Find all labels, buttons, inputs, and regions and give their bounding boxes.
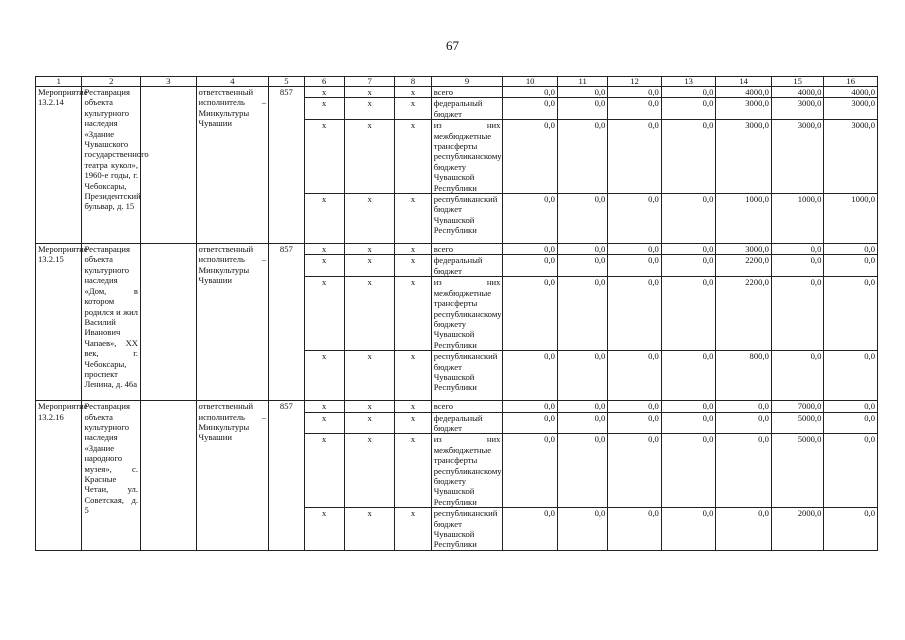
column-number: 2 [82, 77, 141, 87]
column-number: 15 [771, 77, 823, 87]
value-cell: 0,0 [661, 434, 716, 508]
budget-table [35, 76, 878, 551]
x-cell: x [344, 98, 394, 120]
column-number: 5 [269, 77, 304, 87]
column-number: 3 [140, 77, 196, 87]
value-cell: 0,0 [557, 434, 607, 508]
executor-cell: ответственный исполнитель – Минкультуры Чувашии [196, 87, 269, 244]
object-cell: Реставрация объекта культурного наследия «Дом, в котором родился и жил Василий Иванович Чапаев», XX век, г. Чебоксары, проспект Ленина, д. 46а [82, 244, 141, 401]
empty-cell [140, 401, 196, 551]
value-cell: 0,0 [608, 434, 662, 508]
column-number: 4 [196, 77, 269, 87]
measure-cell: Мероприятие 13.2.14 [36, 87, 82, 244]
value-cell: 0,0 [608, 255, 662, 277]
source-cell: из них межбюджетные трансферты республиканскому бюджету Чувашской Республики [431, 120, 503, 194]
column-number: 13 [661, 77, 716, 87]
value-cell: 0,0 [661, 87, 716, 98]
value-cell: 0,0 [557, 255, 607, 277]
value-cell: 0,0 [661, 412, 716, 434]
column-number: 6 [304, 77, 344, 87]
value-cell: 0,0 [503, 194, 558, 244]
value-cell: 0,0 [503, 244, 558, 255]
value-cell: 0,0 [661, 244, 716, 255]
value-cell: 2000,0 [771, 508, 823, 551]
x-cell: x [304, 194, 344, 244]
value-cell: 3000,0 [824, 98, 878, 120]
x-cell: x [344, 508, 394, 551]
value-cell: 0,0 [608, 508, 662, 551]
source-cell: республиканский бюджет Чувашской Республики [431, 508, 503, 551]
value-cell: 0,0 [608, 244, 662, 255]
column-number: 14 [716, 77, 772, 87]
column-number: 12 [608, 77, 662, 87]
value-cell: 0,0 [661, 508, 716, 551]
value-cell: 0,0 [503, 98, 558, 120]
column-number: 9 [431, 77, 503, 87]
value-cell: 0,0 [716, 401, 772, 412]
x-cell: x [395, 120, 431, 194]
value-cell: 0,0 [557, 412, 607, 434]
object-cell: Реставрация объекта культурного наследия «Здание Чувашского государственного театра кукол», 1960-е годы, г. Чебоксары, Президентский бульвар, д. 15 [82, 87, 141, 244]
measure-cell: Мероприятие 13.2.16 [36, 401, 82, 551]
value-cell: 0,0 [716, 412, 772, 434]
value-cell: 0,0 [503, 277, 558, 351]
value-cell: 0,0 [824, 401, 878, 412]
x-cell: x [344, 351, 394, 401]
value-cell: 3000,0 [716, 244, 772, 255]
x-cell: x [395, 401, 431, 412]
source-cell: федеральный бюджет [431, 98, 503, 120]
x-cell: x [304, 255, 344, 277]
source-cell: республиканский бюджет Чувашской Республики [431, 351, 503, 401]
value-cell: 2200,0 [716, 255, 772, 277]
value-cell: 2200,0 [716, 277, 772, 351]
x-cell: x [395, 277, 431, 351]
value-cell: 0,0 [503, 255, 558, 277]
value-cell: 0,0 [661, 98, 716, 120]
x-cell: x [344, 255, 394, 277]
object-cell: Реставрация объекта культурного наследия «Здание народного музея», с. Красные Четаи, ул. Советская, д. 5 [82, 401, 141, 551]
x-cell: x [395, 434, 431, 508]
value-cell: 0,0 [608, 87, 662, 98]
value-cell: 0,0 [771, 351, 823, 401]
value-cell: 5000,0 [771, 412, 823, 434]
value-cell: 0,0 [557, 244, 607, 255]
x-cell: x [395, 412, 431, 434]
code-cell: 857 [269, 244, 304, 401]
value-cell: 0,0 [608, 120, 662, 194]
value-cell: 1000,0 [716, 194, 772, 244]
x-cell: x [304, 351, 344, 401]
source-cell: федеральный бюджет [431, 412, 503, 434]
x-cell: x [395, 194, 431, 244]
value-cell: 0,0 [716, 434, 772, 508]
value-cell: 1000,0 [771, 194, 823, 244]
code-cell: 857 [269, 87, 304, 244]
x-cell: x [304, 434, 344, 508]
value-cell: 0,0 [771, 244, 823, 255]
value-cell: 0,0 [824, 434, 878, 508]
value-cell: 4000,0 [716, 87, 772, 98]
value-cell: 0,0 [557, 194, 607, 244]
value-cell: 0,0 [503, 434, 558, 508]
value-cell: 0,0 [661, 194, 716, 244]
value-cell: 0,0 [661, 351, 716, 401]
x-cell: x [304, 120, 344, 194]
x-cell: x [304, 87, 344, 98]
value-cell: 0,0 [661, 401, 716, 412]
x-cell: x [304, 401, 344, 412]
value-cell: 0,0 [661, 255, 716, 277]
value-cell: 3000,0 [771, 98, 823, 120]
empty-cell [140, 244, 196, 401]
value-cell: 0,0 [608, 351, 662, 401]
x-cell: x [395, 244, 431, 255]
source-cell: всего [431, 401, 503, 412]
value-cell: 5000,0 [771, 434, 823, 508]
x-cell: x [395, 98, 431, 120]
x-cell: x [344, 87, 394, 98]
value-cell: 0,0 [557, 351, 607, 401]
column-number: 16 [824, 77, 878, 87]
value-cell: 0,0 [557, 508, 607, 551]
source-cell: из них межбюджетные трансферты республиканскому бюджету Чувашской Республики [431, 434, 503, 508]
column-number: 11 [557, 77, 607, 87]
column-number: 1 [36, 77, 82, 87]
source-cell: всего [431, 244, 503, 255]
table-row [36, 87, 878, 98]
source-cell: федеральный бюджет [431, 255, 503, 277]
value-cell: 0,0 [503, 401, 558, 412]
value-cell: 0,0 [608, 277, 662, 351]
column-number: 10 [503, 77, 558, 87]
value-cell: 0,0 [503, 351, 558, 401]
x-cell: x [395, 508, 431, 551]
x-cell: x [344, 194, 394, 244]
value-cell: 0,0 [716, 508, 772, 551]
x-cell: x [344, 434, 394, 508]
x-cell: x [304, 412, 344, 434]
x-cell: x [395, 351, 431, 401]
table-row [36, 401, 878, 412]
column-number: 8 [395, 77, 431, 87]
x-cell: x [344, 120, 394, 194]
x-cell: x [344, 277, 394, 351]
x-cell: x [395, 87, 431, 98]
value-cell: 0,0 [503, 120, 558, 194]
value-cell: 0,0 [661, 277, 716, 351]
value-cell: 0,0 [503, 87, 558, 98]
executor-cell: ответственный исполнитель – Минкультуры Чувашии [196, 401, 269, 551]
value-cell: 0,0 [824, 244, 878, 255]
x-cell: x [344, 401, 394, 412]
value-cell: 0,0 [503, 508, 558, 551]
value-cell: 0,0 [557, 401, 607, 412]
source-cell: республиканский бюджет Чувашской Республики [431, 194, 503, 244]
value-cell: 0,0 [824, 351, 878, 401]
x-cell: x [304, 244, 344, 255]
x-cell: x [344, 244, 394, 255]
value-cell: 0,0 [824, 508, 878, 551]
empty-cell [140, 87, 196, 244]
value-cell: 0,0 [608, 194, 662, 244]
x-cell: x [304, 98, 344, 120]
table-row [36, 244, 878, 255]
value-cell: 3000,0 [771, 120, 823, 194]
measure-cell: Мероприятие 13.2.15 [36, 244, 82, 401]
value-cell: 3000,0 [716, 98, 772, 120]
value-cell: 1000,0 [824, 194, 878, 244]
x-cell: x [304, 508, 344, 551]
value-cell: 7000,0 [771, 401, 823, 412]
value-cell: 0,0 [824, 255, 878, 277]
source-cell: всего [431, 87, 503, 98]
value-cell: 0,0 [608, 412, 662, 434]
x-cell: x [304, 277, 344, 351]
column-number: 7 [344, 77, 394, 87]
value-cell: 0,0 [557, 98, 607, 120]
value-cell: 0,0 [608, 401, 662, 412]
value-cell: 0,0 [503, 412, 558, 434]
code-cell: 857 [269, 401, 304, 551]
x-cell: x [344, 412, 394, 434]
source-cell: из них межбюджетные трансферты республиканскому бюджету Чувашской Республики [431, 277, 503, 351]
value-cell: 800,0 [716, 351, 772, 401]
value-cell: 4000,0 [824, 87, 878, 98]
value-cell: 3000,0 [824, 120, 878, 194]
value-cell: 0,0 [608, 98, 662, 120]
value-cell: 0,0 [557, 277, 607, 351]
executor-cell: ответственный исполнитель – Минкультуры Чувашии [196, 244, 269, 401]
header-row [36, 77, 878, 87]
value-cell: 0,0 [824, 277, 878, 351]
value-cell: 3000,0 [716, 120, 772, 194]
value-cell: 4000,0 [771, 87, 823, 98]
value-cell: 0,0 [661, 120, 716, 194]
x-cell: x [395, 255, 431, 277]
page-number: 67 [446, 38, 459, 53]
value-cell: 0,0 [771, 255, 823, 277]
value-cell: 0,0 [557, 120, 607, 194]
value-cell: 0,0 [771, 277, 823, 351]
value-cell: 0,0 [557, 87, 607, 98]
value-cell: 0,0 [824, 412, 878, 434]
